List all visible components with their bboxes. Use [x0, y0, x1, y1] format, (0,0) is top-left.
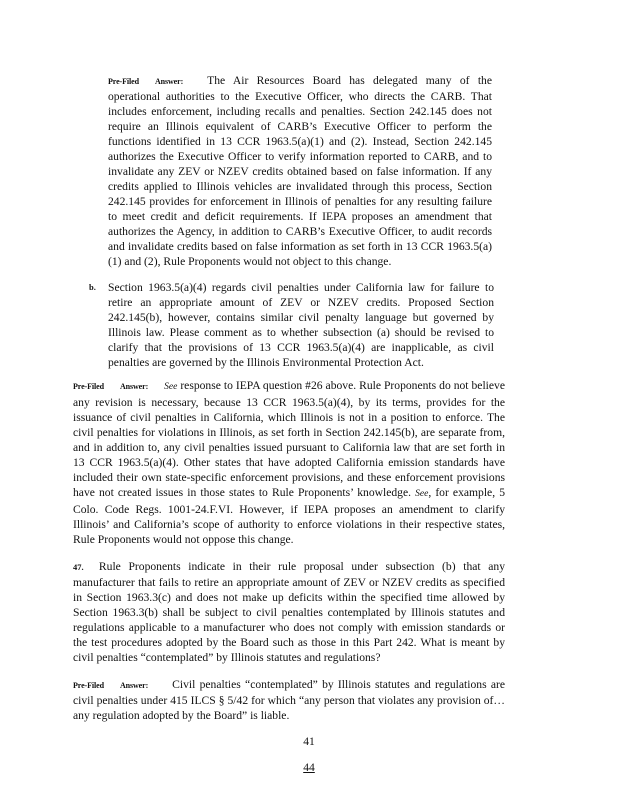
prefiled-label: Pre-Filed [73, 681, 104, 690]
question-b-block [89, 280, 494, 370]
question-text: Section 1963.5(a)(4) regards civil penalties under California law for failure to retire an appropriate amount of ZEV or NZEV credits. Proposed Section 242.145(b), however, contains similar civil penalty language but governed by Illinois law. Please comment as to whether subsection (a) should be revised to clarify that the provisions of 13 CCR 1963.5(a)(4) are inapplicable, as civil penalties are governed by the Illinois Environmental Protection Act. [108, 281, 494, 369]
see-signal: See [164, 382, 178, 392]
overall-page-number-text: 44 [303, 761, 315, 774]
see-signal-2: See [415, 489, 429, 499]
internal-page-number: 41 [303, 735, 315, 748]
answer-label: Answer: [119, 681, 149, 690]
answer-text-part-a: response to IEPA question #26 above. Rule Proponents do not believe any revision is necessary, because 13 CCR 1963.5(a)(4), by its terms, provides for the issuance of civil penalties in California, which Illinois is not in a position to enforce. The civil penalties for violations in Illinois, as set forth in Section 242.145(b), are separate from, and in addition to, any civil penalties issued pursuant to California law that are set forth in 13 CCR 1963.5(a)(4). Other states that have adopted California emission standards have included their own state-specific enforcement provisions, and these enforcement provisions have not created issues in those states to Rule Proponents’ knowledge. [73, 379, 505, 499]
answer-label: Answer: [154, 77, 184, 86]
question-47-block [73, 559, 505, 665]
answer-text: The Air Resources Board has delegated many of the operational authorities to the Executive Officer, who directs the CARB. That includes enforcement, including recalls and penalties. Section 242.145 does not require an Illinois equivalent of CARB’s Executive Officer to perform the functions identified in 13 CCR 1963.5(a)(1) and (2). Instead, Section 242.145 authorizes the Executive Officer to verify information reported to CARB, and to invalidate any ZEV or NZEV credits obtained based on false information. If any credits applied to Illinois vehicles are invalidated through this process, Section 242.145 provides for enforcement in Illinois of penalties for any resulting failure to meet credit and deficit requirements. If IEPA proposes an amendment that authorizes the Agency, in addition to CARB’s Executive Officer, to audit records and invalidate credits based on false information as set forth in 13 CCR 1963.5(a)(1) and (2), Rule Proponents would not object to this change. [108, 74, 492, 268]
prefiled-label: Pre-Filed [73, 382, 104, 391]
answer-block-3 [73, 677, 505, 723]
answer-label: Answer: [119, 382, 149, 391]
question-text: Rule Proponents indicate in their rule proposal under subsection (b) that any manufacturer that fails to retire an appropriate amount of ZEV or NZEV credits as specified in Section 1963.3(c) and does not make up deficits within the specified time allowed by Section 1963.3(b) shall be subject to civil penalties contemplated by Illinois statutes and regulations applicable to a manufacturer who does not comply with emission standards or the test procedures adopted by the Board such as those in this Part 242. What is meant by civil penalties “contemplated” by Illinois statutes and regulations? [73, 560, 505, 664]
answer-block-2 [73, 378, 505, 547]
answer-text-part-b: , for example, 5 Colo. Code Regs. 1001-24.F.VI. However, if IEPA proposes an amendment to clarify Illinois’ and California’s scope of authority to enforce violations in their respective states, Rule Proponents would not oppose this change. [73, 486, 506, 546]
question-marker: b. [89, 282, 96, 292]
overall-page-number [0, 760, 618, 775]
answer-block-1 [108, 73, 492, 269]
answer-text: Civil penalties “contemplated” by Illinois statutes and regulations are civil penalties under 415 ILCS § 5/42 for which “any person that violates any provision of…any regulation adopted by the Board” is liable. [73, 678, 505, 722]
question-marker: 47. [73, 562, 84, 572]
prefiled-label: Pre-Filed [108, 77, 139, 86]
